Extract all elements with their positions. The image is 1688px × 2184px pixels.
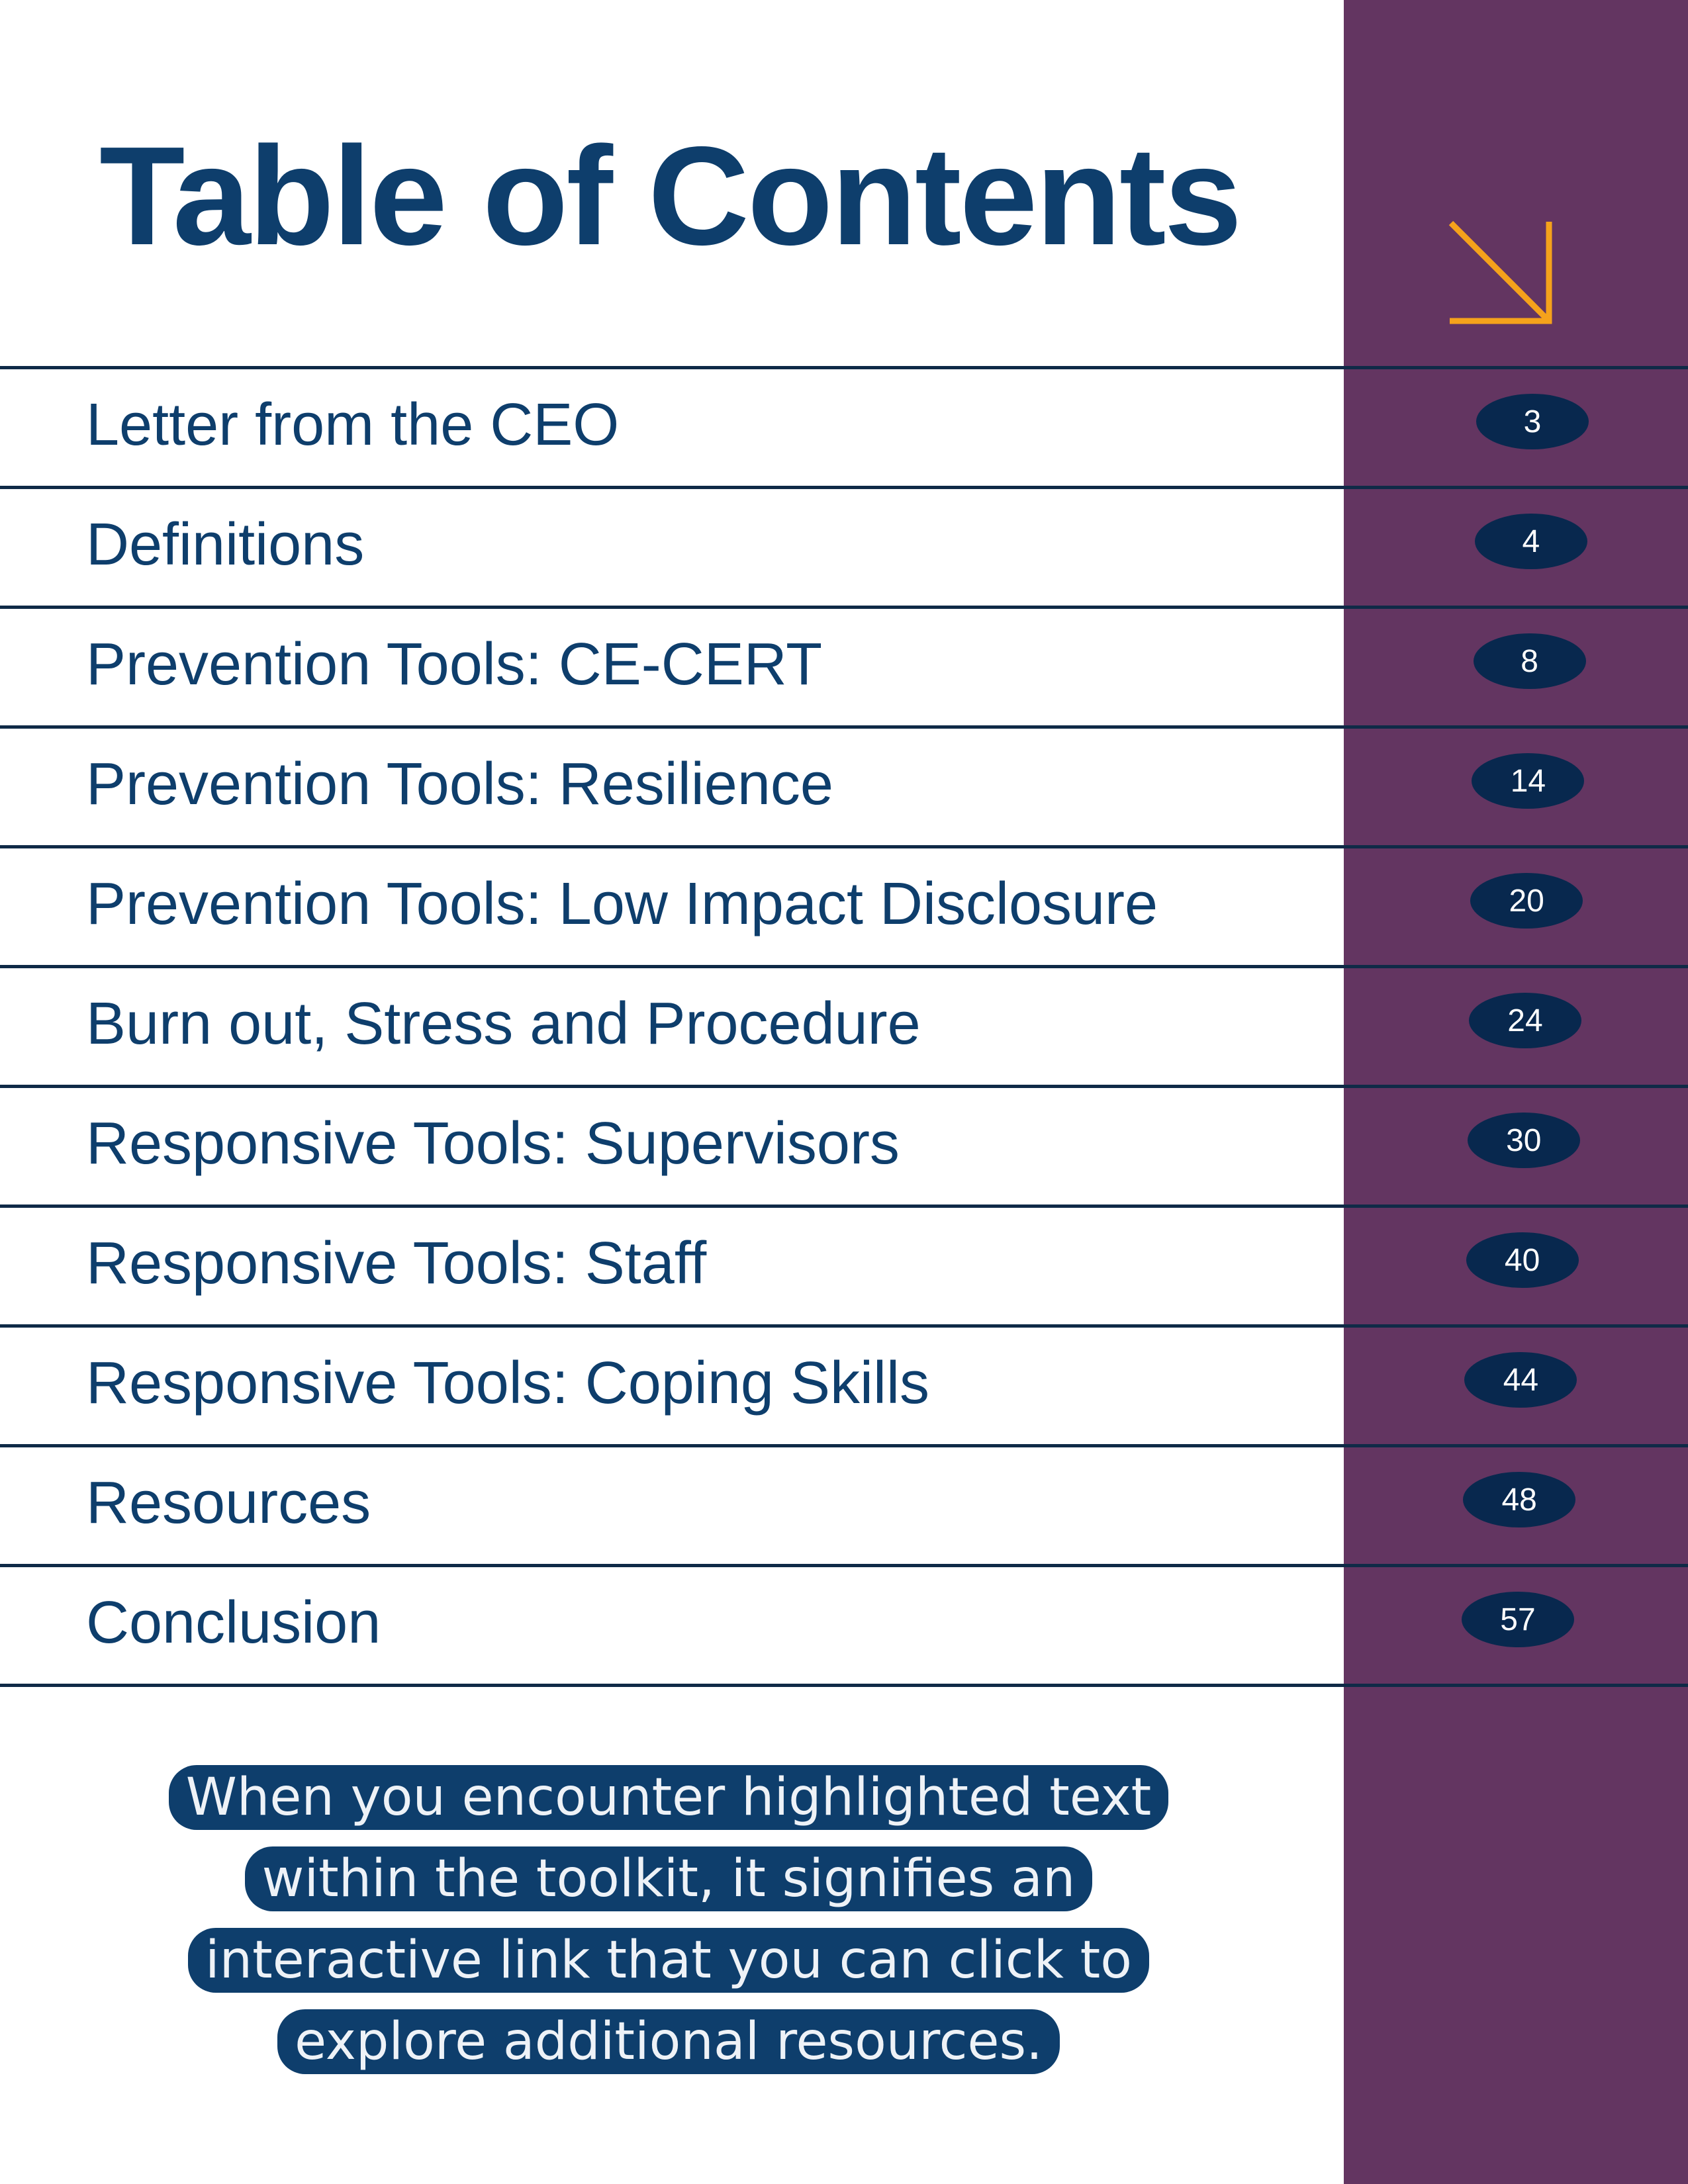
page-number-badge: 24 <box>1469 993 1581 1048</box>
page-number-badge: 20 <box>1470 873 1583 929</box>
toc-entry-label: Prevention Tools: Low Impact Disclosure <box>86 871 1158 937</box>
toc-entry[interactable] <box>0 1086 1688 1203</box>
page-number-badge: 44 <box>1464 1352 1577 1408</box>
toc-entry[interactable] <box>0 607 1688 723</box>
page-number-badge: 3 <box>1476 394 1589 449</box>
toc-entry-label: Prevention Tools: Resilience <box>86 751 833 817</box>
page-title: Table of Contents <box>99 117 1241 274</box>
page-number-badge: 57 <box>1462 1592 1574 1647</box>
toc-entry[interactable] <box>0 367 1688 484</box>
arrow-down-right-icon <box>1443 215 1562 334</box>
toc-entry-label: Resources <box>86 1470 371 1536</box>
toc-entry-label: Conclusion <box>86 1590 381 1656</box>
toc-entry[interactable] <box>0 1445 1688 1562</box>
toc-entry-label: Definitions <box>86 512 365 578</box>
page-number-badge: 4 <box>1475 514 1587 569</box>
page-number-badge: 48 <box>1463 1472 1575 1527</box>
toc-entry[interactable] <box>0 1565 1688 1682</box>
page-number-badge: 14 <box>1472 753 1584 809</box>
page-number-badge: 30 <box>1468 1113 1580 1168</box>
toc-entry[interactable] <box>0 1206 1688 1322</box>
toc-entry[interactable] <box>0 966 1688 1083</box>
toc-entry[interactable] <box>0 727 1688 843</box>
page-number-badge: 40 <box>1466 1232 1579 1288</box>
interactive-link-note <box>113 1757 1225 2083</box>
toc-entry-label: Responsive Tools: Coping Skills <box>86 1350 929 1416</box>
toc-entry[interactable] <box>0 1326 1688 1442</box>
toc-entry-label: Letter from the CEO <box>86 392 620 458</box>
toc-entry-label: Prevention Tools: CE-CERT <box>86 631 823 698</box>
note-text: When you encounter highlighted text within the toolkit, it signifies an interactive link that you can click to explore additional resources. <box>169 1765 1168 2074</box>
toc-entry-label: Responsive Tools: Supervisors <box>86 1111 900 1177</box>
row-divider <box>0 1684 1688 1687</box>
toc-entry[interactable] <box>0 487 1688 604</box>
page-number-badge: 8 <box>1474 633 1586 689</box>
toc-entry-label: Burn out, Stress and Procedure <box>86 991 921 1057</box>
toc-entry[interactable] <box>0 846 1688 963</box>
toc-entry-label: Responsive Tools: Staff <box>86 1230 707 1297</box>
